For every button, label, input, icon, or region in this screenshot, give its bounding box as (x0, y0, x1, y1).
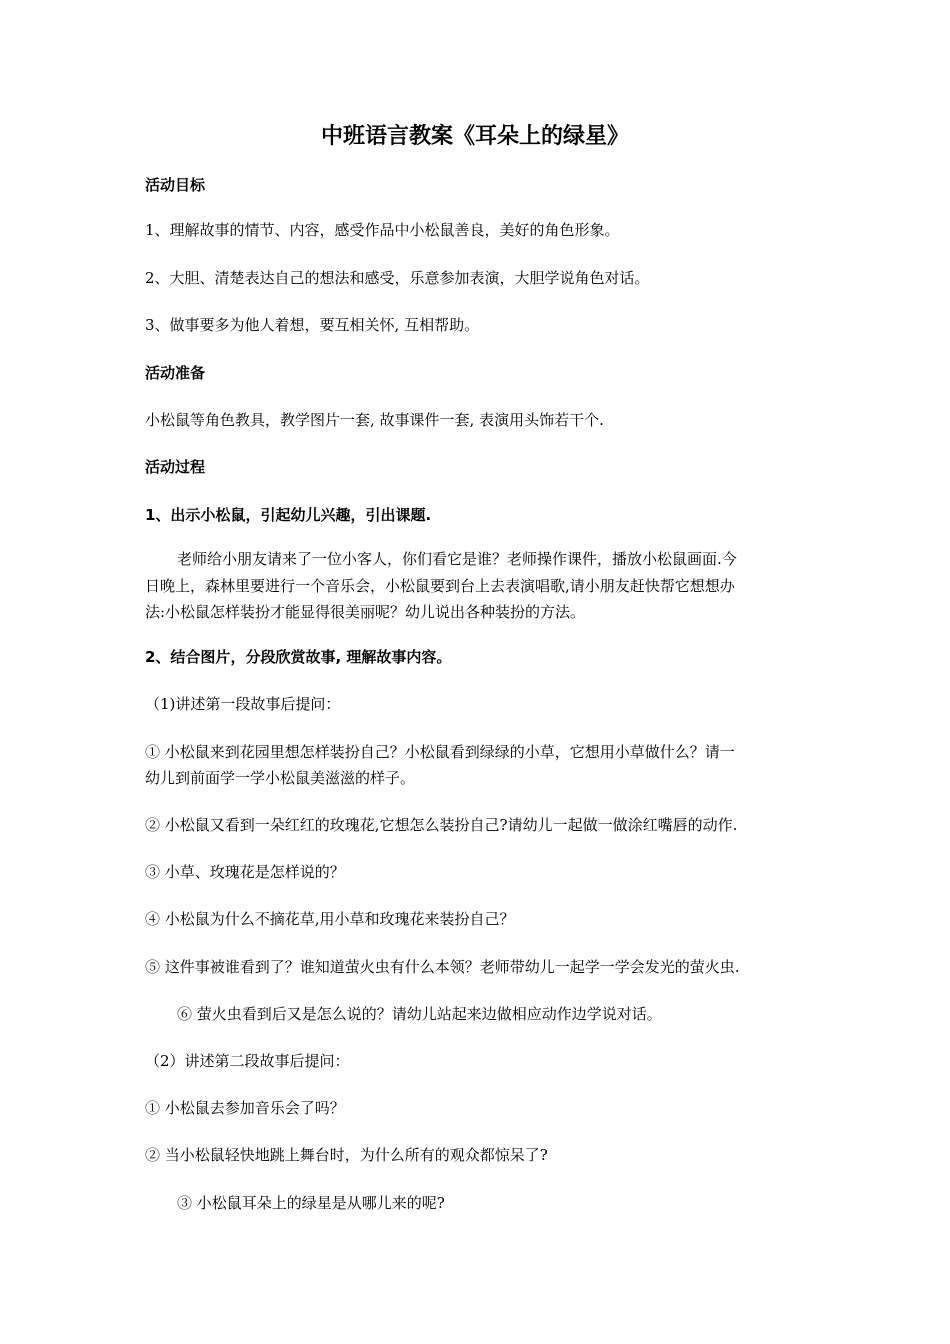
question-2: ② 小松鼠又看到一朵红红的玫瑰花,它想怎么装扮自己?请幼儿一起做一做涂红嘴唇的动作. (145, 816, 738, 834)
step1-paragraph-line: 老师给小朋友请来了一位小客人，你们看它是谁？老师操作课件，播放小松鼠画面.今 (177, 550, 737, 568)
goals-heading: 活动目标 (145, 176, 206, 194)
question-3: ③ 小草、玫瑰花是怎样说的？ (145, 863, 345, 881)
question-r2: ② 当小松鼠轻快地跳上舞台时，为什么所有的观众都惊呆了? (145, 1146, 548, 1164)
question-5: ⑤ 这件事被谁看到了？谁知道萤火虫有什么本领？老师带幼儿一起学一学会发光的萤火虫. (145, 958, 740, 976)
document-title: 中班语言教案《耳朵上的绿星》 (320, 124, 629, 149)
part1-heading: （1)讲述第一段故事后提问： (145, 695, 341, 713)
part2-heading: （2）讲述第二段故事后提问： (145, 1052, 350, 1070)
question-4: ④ 小松鼠为什么不摘花草,用小草和玫瑰花来装扮自己？ (145, 910, 515, 928)
step1-heading: 1、出示小松鼠，引起幼儿兴趣，引出课题. (145, 506, 432, 524)
step2-heading: 2、结合图片，分段欣赏故事, 理解故事内容。 (145, 648, 452, 666)
step1-paragraph-line: 法:小松鼠怎样装扮才能显得很美丽呢？幼儿说出各种装扮的方法。 (145, 603, 586, 621)
goal-item-1: 1、理解故事的情节、内容，感受作品中小松鼠善良，美好的角色形象。 (145, 221, 620, 239)
prep-text: 小松鼠等角色教具，教学图片一套, 故事课件一套, 表演用头饰若干个. (145, 411, 604, 429)
prep-heading: 活动准备 (145, 364, 206, 382)
step1-paragraph-line: 日晚上，森林里要进行一个音乐会，小松鼠要到台上去表演唱歌,请小朋友赶快帮它想想办 (145, 577, 735, 595)
question-1-line: 幼儿到前面学一学小松鼠美滋滋的样子。 (145, 769, 416, 787)
question-1-line: ① 小松鼠来到花园里想怎样装扮自己？小松鼠看到绿绿的小草，它想用小草做什么？请一 (145, 743, 735, 761)
goal-item-3: 3、做事要多为他人着想，要互相关怀, 互相帮助。 (145, 316, 480, 334)
goal-item-2: 2、大胆、清楚表达自己的想法和感受，乐意参加表演，大胆学说角色对话。 (145, 269, 650, 287)
question-6: ⑥ 萤火虫看到后又是怎么说的？请幼儿站起来边做相应动作边学说对话。 (177, 1005, 662, 1023)
process-heading: 活动过程 (145, 458, 206, 476)
question-r3: ③ 小松鼠耳朵上的绿星是从哪儿来的呢? (177, 1194, 445, 1212)
question-r1: ① 小松鼠去参加音乐会了吗？ (145, 1099, 345, 1117)
